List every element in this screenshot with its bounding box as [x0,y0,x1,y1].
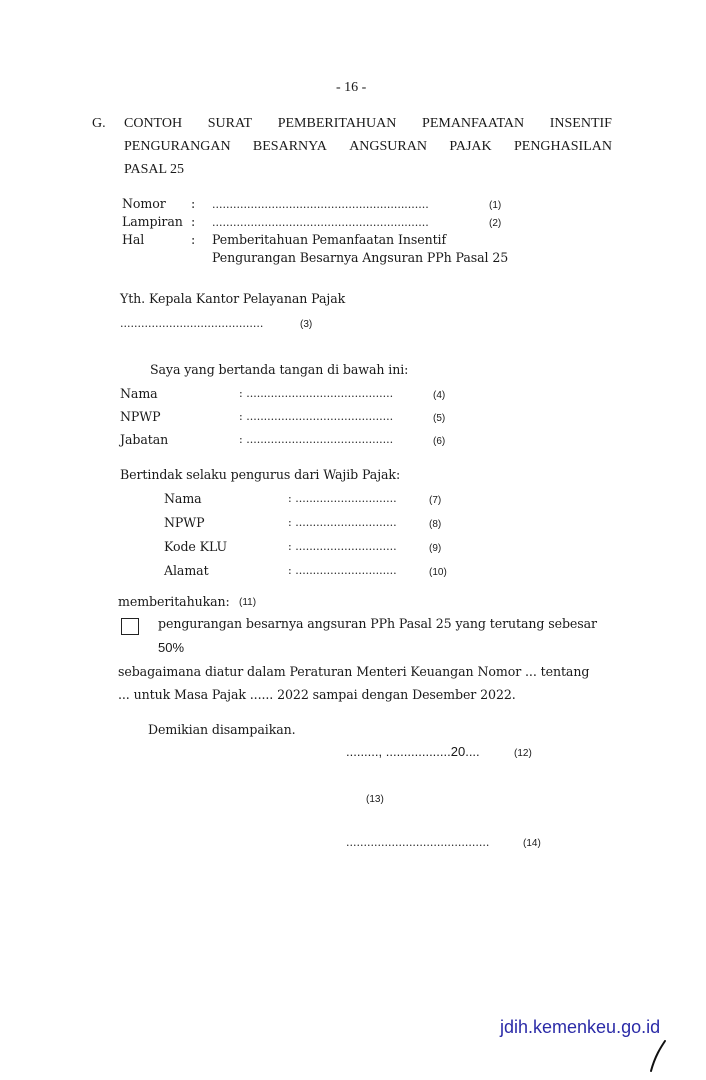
signer-nama-label: Nama [120,386,158,401]
heading-word: SURAT [207,116,253,131]
hal-label: Hal [122,232,145,247]
heading-word: PEMBERITAHUAN [277,116,397,131]
signer-jabatan-ref: (6) [433,436,446,447]
hal-line-2: Pengurangan Besarnya Angsuran PPh Pasal 25 [212,250,509,265]
addressee-line: Yth. Kepala Kantor Pelayanan Pajak [120,291,346,306]
source-url[interactable]: jdih.kemenkeu.go.id [500,1017,661,1037]
taxpayer-klu-field[interactable]: : ............................. [288,540,397,553]
heading-line-1 [124,116,612,132]
signer-nama-ref: (4) [433,390,446,401]
lampiran-label: Lampiran [122,214,183,229]
option-line-1: pengurangan besarnya angsuran PPh Pasal 25 yang terutang sebesar [158,616,597,631]
paraf-mark-icon [646,1038,670,1074]
regulation-line-2: ... untuk Masa Pajak ...... 2022 sampai dengan Desember 2022. [118,687,516,702]
signer-npwp-label: NPWP [120,409,161,424]
signer-jabatan-label: Jabatan [120,432,169,447]
heading-word: PENGURANGAN [124,139,231,154]
heading-word: ANGSURAN [349,139,427,154]
addressee-field[interactable]: ......................................... [120,317,264,330]
taxpayer-npwp-field[interactable]: : ............................. [288,516,397,529]
signature-ref: (13) [366,794,384,805]
taxpayer-nama-field[interactable]: : ............................. [288,492,397,505]
hal-line-1: Pemberitahuan Pemanfaatan Insentif [212,232,447,247]
nomor-colon: : [191,196,196,211]
section-marker: G. [92,116,106,131]
place-date-field[interactable]: ........., ..................20.... [346,744,480,759]
lampiran-colon: : [191,214,196,229]
taxpayer-alamat-field[interactable]: : ............................. [288,564,397,577]
taxpayer-nama-ref: (7) [429,495,442,506]
page-number: - 16 - [336,80,367,95]
nomor-ref: (1) [489,200,502,211]
nomor-field[interactable]: .............................................................. [212,198,429,211]
regulation-line-1: sebagaimana diatur dalam Peraturan Menteri Keuangan Nomor ... tentang [118,664,590,679]
signer-npwp-ref: (5) [433,413,446,424]
heading-word: PEMANFAATAN [422,116,525,131]
heading-word: INSENTIF [549,116,612,131]
signer-intro: Saya yang bertanda tangan di bawah ini: [150,362,409,377]
heading-line-2 [124,139,612,155]
taxpayer-alamat-label: Alamat [164,563,209,578]
lampiran-ref: (2) [489,218,502,229]
heading-word: CONTOH [124,116,183,131]
signer-npwp-field[interactable]: : .......................................... [239,410,394,423]
hal-colon: : [191,232,196,247]
place-date-ref: (12) [514,748,532,759]
taxpayer-alamat-ref: (10) [429,567,447,578]
taxpayer-nama-label: Nama [164,491,202,506]
taxpayer-klu-label: Kode KLU [164,539,228,554]
taxpayer-npwp-label: NPWP [164,515,205,530]
heading-line-3: PASAL 25 [124,162,185,177]
closing-text: Demikian disampaikan. [148,722,296,737]
signer-jabatan-field[interactable]: : .......................................... [239,433,394,446]
taxpayer-npwp-ref: (8) [429,519,442,530]
option-line-2: 50% [158,640,185,655]
notice-ref: (11) [239,597,257,608]
taxpayer-intro: Bertindak selaku pengurus dari Wajib Pajak: [120,467,401,482]
heading-word: PAJAK [449,139,492,154]
lampiran-field[interactable]: .............................................................. [212,216,429,229]
taxpayer-klu-ref: (9) [429,543,442,554]
signer-nama-field[interactable]: : .......................................... [239,387,394,400]
heading-word: PENGHASILAN [513,139,612,154]
addressee-ref: (3) [300,319,313,330]
reduction-checkbox[interactable] [121,618,139,635]
signer-name-ref: (14) [523,838,541,849]
notice-label: memberitahukan: [118,594,230,609]
heading-word: BESARNYA [252,139,327,154]
nomor-label: Nomor [122,196,166,211]
signer-name-field[interactable]: ......................................... [346,836,490,849]
